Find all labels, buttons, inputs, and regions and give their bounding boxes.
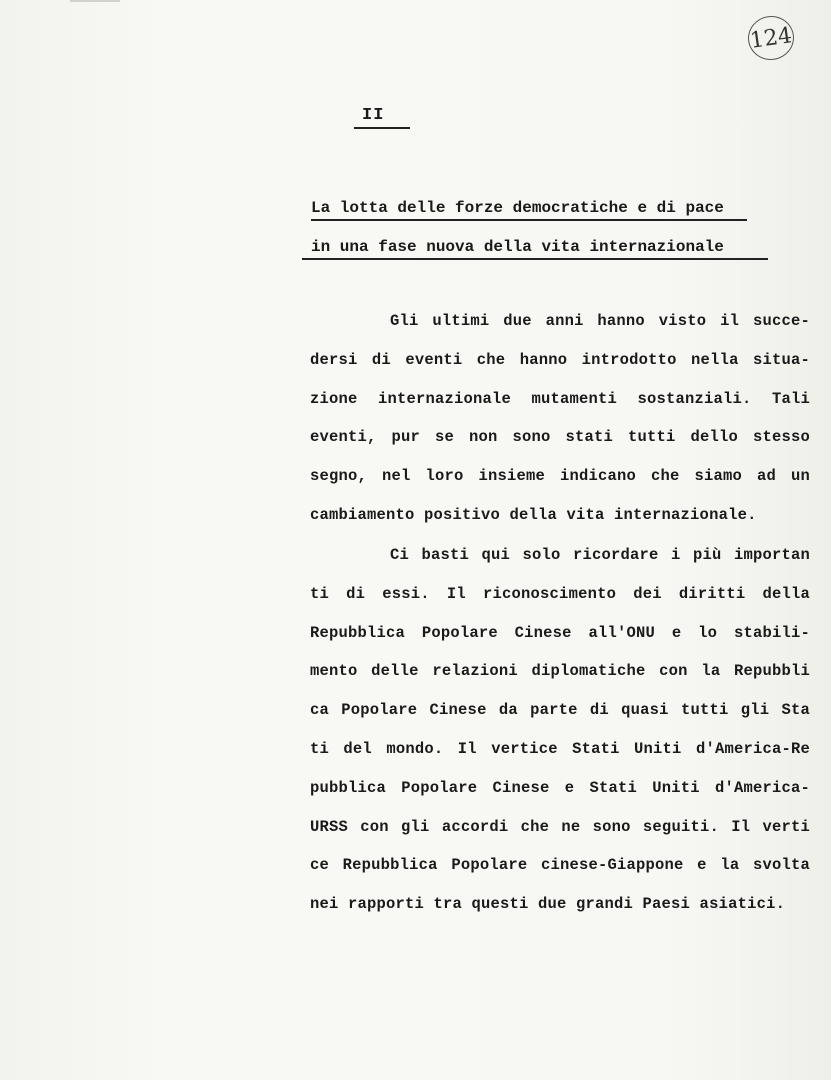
paragraph-line: segno, nel loro insieme indicano che siamo ad un: [310, 467, 810, 486]
scan-edge-mark: [70, 0, 120, 10]
paragraph-line: URSS con gli accordi che ne sono seguiti. Il verti: [310, 817, 810, 836]
title-line-1: La lotta delle forze democratiche e di pace: [311, 199, 747, 221]
paragraph-1: [310, 302, 810, 535]
paragraph-line: ca Popolare Cinese da parte di quasi tutti gli Sta: [310, 701, 810, 720]
paragraph-line: eventi, pur se non sono stati tutti dello stesso: [310, 428, 810, 447]
paragraph-line: ti di essi. Il riconoscimento dei diritti della: [310, 584, 810, 603]
chapter-number: II: [354, 106, 410, 129]
paragraph-line: Ci basti qui solo ricordare i più importan: [390, 546, 810, 564]
paragraph-line: zione internazionale mutamenti sostanziali. Tali: [310, 389, 810, 408]
title-line-2: in una fase nuova della vita internazionale: [302, 238, 768, 260]
paragraph-line: pubblica Popolare Cinese e Stati Uniti d'America-: [310, 778, 810, 797]
paragraph-line: dersi di eventi che hanno introdotto nella situa-: [310, 350, 810, 369]
paragraph-line: nei rapporti tra questi due grandi Paesi asiatici.: [310, 895, 786, 914]
paragraph-line: mento delle relazioni diplomatiche con la Repubbli: [310, 662, 810, 681]
paragraph-line: Repubblica Popolare Cinese all'ONU e lo stabili-: [310, 623, 810, 642]
paragraph-line: ti del mondo. Il vertice Stati Uniti d'America-Re: [310, 739, 810, 758]
paragraph-line: cambiamento positivo della vita internazionale.: [310, 505, 757, 524]
paragraph-line: ce Repubblica Popolare cinese-Giappone e la svolta: [310, 856, 810, 875]
paragraph-line: Gli ultimi due anni hanno visto il succe-: [390, 312, 810, 330]
page-number: 124: [745, 13, 797, 63]
paragraph-2: [310, 536, 810, 924]
